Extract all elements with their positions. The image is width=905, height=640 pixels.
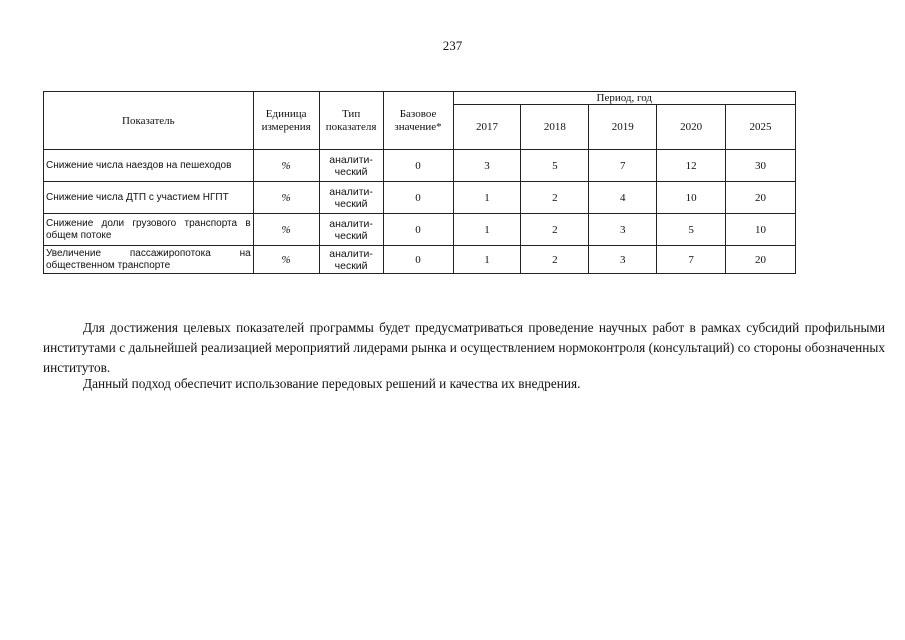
header-year: 2017 [453, 105, 521, 150]
indicator-value: 2 [521, 246, 589, 274]
body-paragraph: Для достижения целевых показателей программы будет предусматриваться проведение научных работ в рамках субсидий профильными институтами с дальнейшей реализацией мероприятий лидерами рынка и осуществлением нормоконтроля (консультаций) со стороны обозначенных институтов. [43, 320, 885, 375]
table-row [44, 182, 796, 214]
indicator-unit: % [253, 150, 319, 182]
table-row [44, 214, 796, 246]
indicator-value: 10 [726, 214, 796, 246]
indicator-base: 0 [383, 150, 453, 182]
header-year: 2020 [657, 105, 726, 150]
indicator-base: 0 [383, 246, 453, 274]
header-indicator: Показатель [44, 92, 254, 150]
indicator-type: аналити-ческий [319, 150, 383, 182]
indicator-value: 12 [657, 150, 726, 182]
header-year: 2025 [726, 105, 796, 150]
header-year: 2018 [521, 105, 589, 150]
indicator-unit: % [253, 182, 319, 214]
indicator-name: Снижение числа наездов на пешеходов [44, 150, 254, 182]
indicator-value: 10 [657, 182, 726, 214]
indicator-value: 5 [657, 214, 726, 246]
page-number: 237 [442, 38, 463, 53]
indicator-value: 3 [589, 214, 657, 246]
header-unit: Единица измерения [253, 92, 319, 150]
indicator-value: 2 [521, 214, 589, 246]
indicator-value: 5 [521, 150, 589, 182]
indicator-name: Увеличение пассажиропотока на общественном транспорте [44, 246, 254, 274]
header-year: 2019 [589, 105, 657, 150]
indicator-value: 3 [589, 246, 657, 274]
indicator-type: аналити-ческий [319, 214, 383, 246]
indicator-base: 0 [383, 214, 453, 246]
header-base-value: Базовое значение* [383, 92, 453, 150]
indicator-value: 4 [589, 182, 657, 214]
indicator-type: аналити-ческий [319, 182, 383, 214]
header-period: Период, год [453, 92, 795, 105]
indicator-base: 0 [383, 182, 453, 214]
indicator-value: 2 [521, 182, 589, 214]
indicator-value: 3 [453, 150, 521, 182]
indicator-value: 1 [453, 246, 521, 274]
indicator-value: 20 [726, 246, 796, 274]
indicator-value: 1 [453, 214, 521, 246]
table-header-row [44, 92, 796, 105]
indicator-value: 7 [657, 246, 726, 274]
header-type: Тип показателя [319, 92, 383, 150]
indicators-table [43, 91, 796, 274]
indicator-unit: % [253, 214, 319, 246]
indicator-value: 20 [726, 182, 796, 214]
indicator-name: Снижение доли грузового транспорта в общем потоке [44, 214, 254, 246]
indicator-value: 1 [453, 182, 521, 214]
table-row [44, 246, 796, 274]
table-row [44, 150, 796, 182]
indicator-type: аналити-ческий [319, 246, 383, 274]
indicator-unit: % [253, 246, 319, 274]
indicator-value: 7 [589, 150, 657, 182]
indicator-name: Снижение числа ДТП с участием НГПТ [44, 182, 254, 214]
body-paragraph: Данный подход обеспечит использование передовых решений и качества их внедрения. [83, 376, 581, 391]
indicator-value: 30 [726, 150, 796, 182]
